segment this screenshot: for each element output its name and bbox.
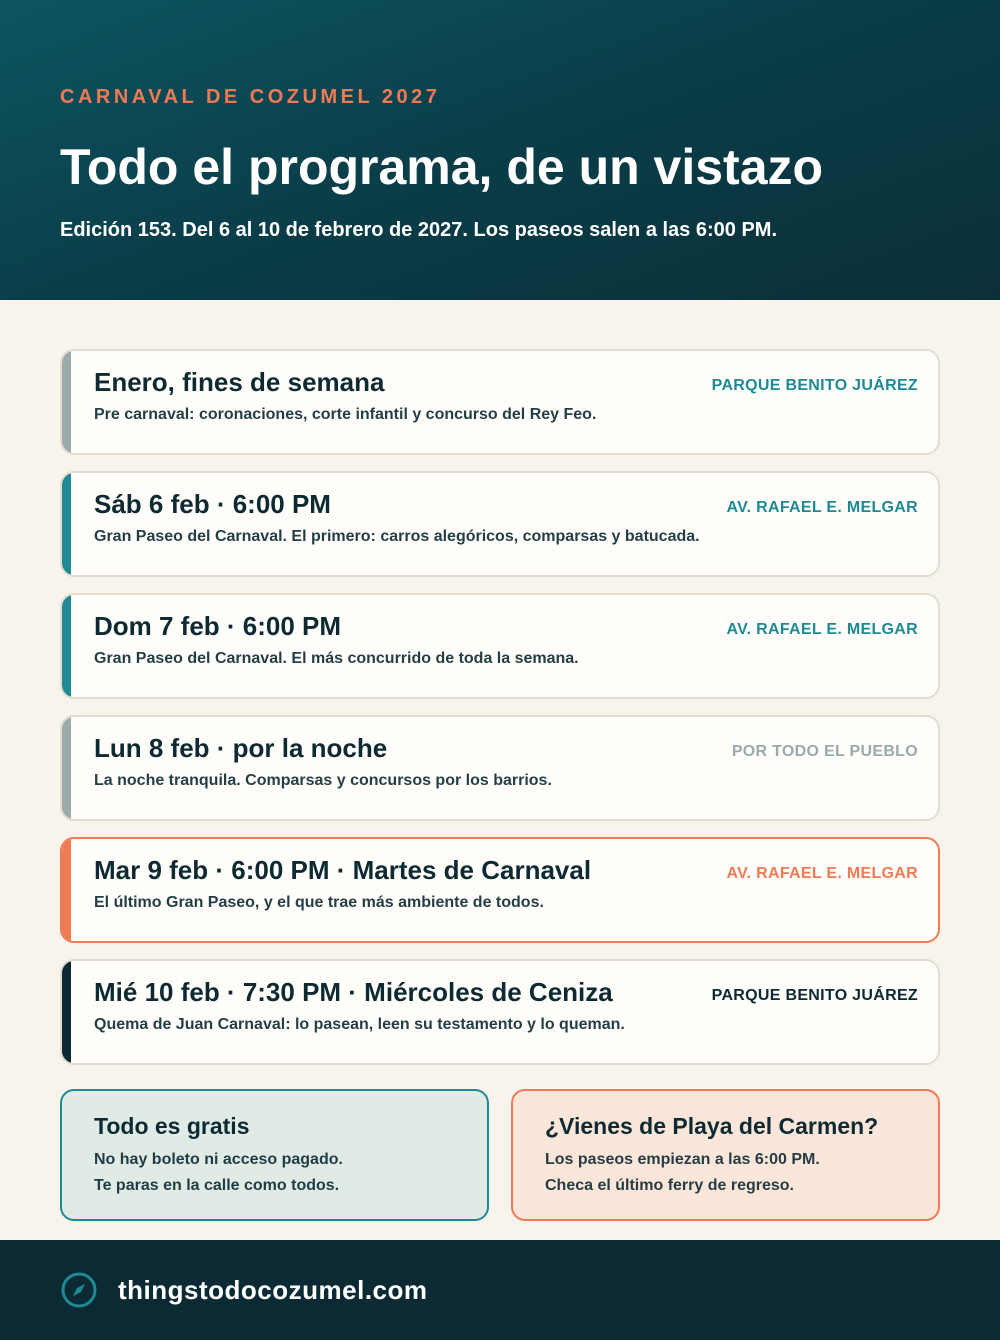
event-schedule: [60, 349, 940, 1081]
event-title: Enero, fines de semana: [94, 367, 385, 397]
event-card-dom-7: [60, 593, 940, 699]
event-card-sab-6: [60, 471, 940, 577]
free-info-card: [60, 1089, 489, 1221]
card-line: Los paseos empiezan a las 6:00 PM.: [545, 1151, 820, 1168]
compass-icon: [60, 1271, 98, 1309]
event-title: Dom 7 feb · 6:00 PM: [94, 611, 342, 641]
event-location: AV. RAFAEL E. MELGAR: [726, 621, 918, 638]
event-title: Mar 9 feb · 6:00 PM · Martes de Carnaval: [94, 855, 592, 885]
card-line: Te paras en la calle como todos.: [94, 1177, 340, 1194]
page-subtitle: Edición 153. Del 6 al 10 de febrero de 2027. Los paseos salen a las 6:00 PM.: [60, 219, 778, 241]
info-cards: [60, 1089, 940, 1221]
event-description: La noche tranquila. Comparsas y concursos por los barrios.: [94, 772, 552, 789]
event-card-mie-10: [60, 959, 940, 1065]
ferry-info-card: [511, 1089, 940, 1221]
event-description: El último Gran Paseo, y el que trae más ambiente de todos.: [94, 894, 544, 911]
event-description: Quema de Juan Carnaval: lo pasean, leen su testamento y lo queman.: [94, 1016, 625, 1033]
card-title: Todo es gratis: [94, 1113, 250, 1139]
site-link[interactable]: thingstodocozumel.com: [118, 1274, 428, 1305]
page-title: Todo el programa, de un vistazo: [60, 139, 824, 195]
event-card-mar-9: [60, 837, 940, 943]
event-location: PARQUE BENITO JUÁREZ: [711, 987, 918, 1004]
event-description: Gran Paseo del Carnaval. El más concurrido de toda la semana.: [94, 650, 579, 667]
event-description: Pre carnaval: coronaciones, corte infantil y concurso del Rey Feo.: [94, 406, 597, 423]
page-header: [0, 0, 1000, 300]
event-title: Mié 10 feb · 7:30 PM · Miércoles de Ceniza: [94, 977, 613, 1007]
event-description: Gran Paseo del Carnaval. El primero: carros alegóricos, comparsas y batucada.: [94, 528, 700, 545]
event-location: AV. RAFAEL E. MELGAR: [726, 865, 918, 882]
event-title: Lun 8 feb · por la noche: [94, 733, 388, 763]
event-location: POR TODO EL PUEBLO: [731, 743, 918, 760]
event-card-lun-8: [60, 715, 940, 821]
event-eyebrow: CARNAVAL DE COZUMEL 2027: [60, 86, 441, 108]
page-footer: [0, 1240, 1000, 1340]
card-line: No hay boleto ni acceso pagado.: [94, 1151, 343, 1168]
event-title: Sáb 6 feb · 6:00 PM: [94, 489, 331, 519]
card-title: ¿Vienes de Playa del Carmen?: [545, 1113, 879, 1139]
event-card-enero: [60, 349, 940, 455]
event-location: PARQUE BENITO JUÁREZ: [711, 377, 918, 394]
event-location: AV. RAFAEL E. MELGAR: [726, 499, 918, 516]
card-line: Checa el último ferry de regreso.: [545, 1177, 794, 1194]
